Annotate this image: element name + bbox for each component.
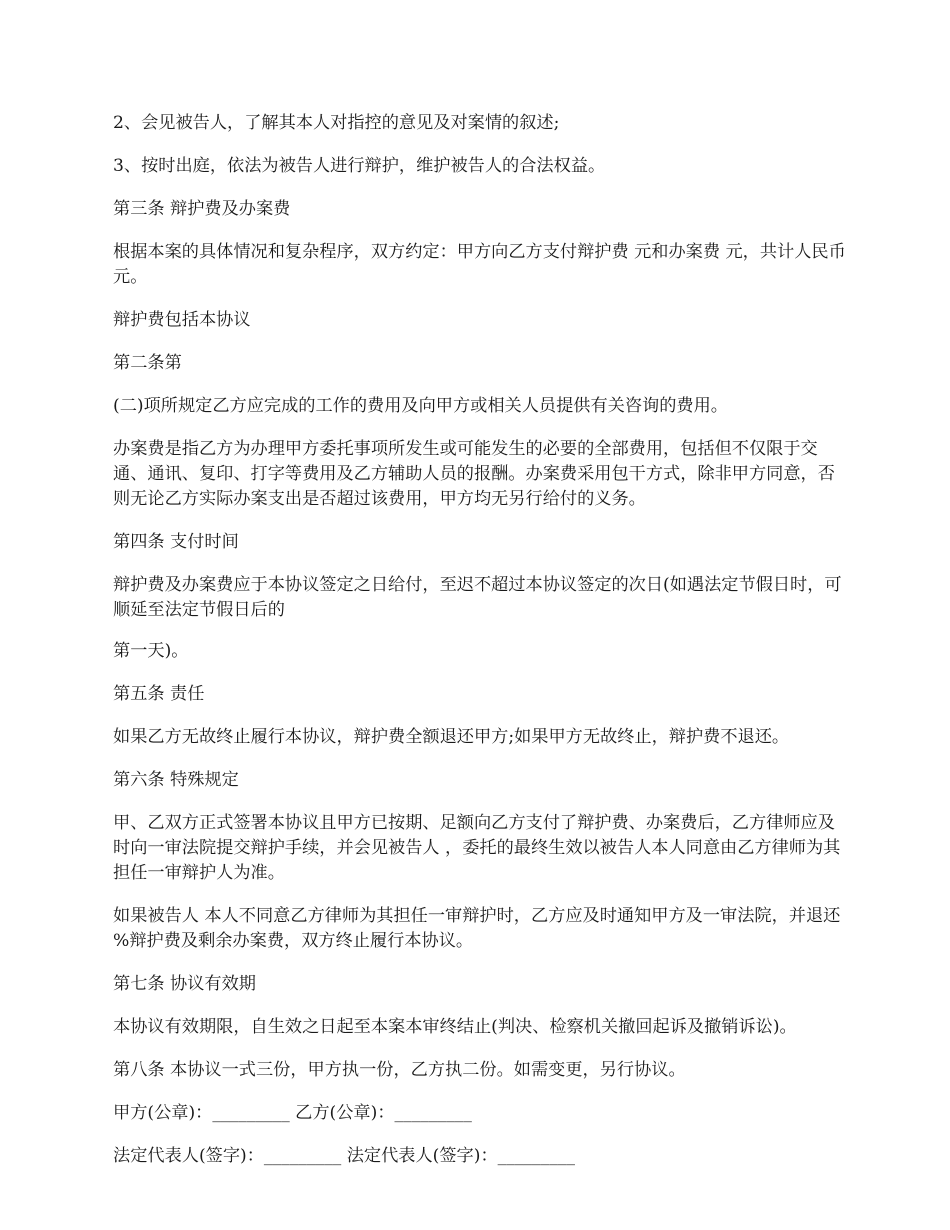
special-provision-paragraph: 甲、乙双方正式签署本协议且甲方已按期、足额向乙方支付了辩护费、办案费后，乙方律师应及时向一审法院提交辩护手续，并会见被告人 ，委托的最终生效以被告人本人同意由乙方律师为其担任一审辩护人为准。 (113, 813, 841, 883)
document-page (113, 111, 852, 1187)
case-expense-paragraph: 办案费是指乙方为办理甲方委托事项所发生或可能发生的必要的全部费用，包括但不仅限于交通、通讯、复印、打字等费用及乙方辅助人员的报酬。办案费采用包干方式，除非甲方同意，否则无论乙方实际办案支出是否超过该费用，甲方均无另行给付的义务。 (113, 439, 835, 509)
article-6-heading: 第六条 特殊规定 (113, 770, 239, 790)
article-8-paragraph: 第八条 本协议一式三份，甲方执一份，乙方执二份。如需变更，另行协议。 (113, 1060, 686, 1080)
defense-fee-scope-paragraph: 辩护费包括本协议 (113, 310, 251, 330)
representative-signature-line: 法定代表人(签字)：_________ 法定代表人(签字)：_________ (113, 1146, 575, 1166)
seal-signature-line: 甲方(公章)：_________ 乙方(公章)：_________ (113, 1103, 472, 1123)
payment-time-continuation: 第一天)。 (113, 641, 189, 661)
payment-time-paragraph: 辩护费及办案费应于本协议签定之日给付，至迟不超过本协议签定的次日(如遇法定节假日时，可顺延至法定节假日后的 (113, 575, 842, 620)
refusal-provision-paragraph: 如果被告人 本人不同意乙方律师为其担任一审辩护时，乙方应及时通知甲方及一审法院，并退还 %辩护费及剩余办案费，双方终止履行本协议。 (113, 906, 846, 951)
liability-paragraph: 如果乙方无故终止履行本协议，辩护费全额退还甲方;如果甲方无故终止，辩护费不退还。 (113, 727, 790, 747)
paragraph-item-3: 3、按时出庭，依法为被告人进行辩护，维护被告人的合法权益。 (113, 156, 606, 176)
validity-paragraph: 本协议有效期限，自生效之日起至本案本审终结止(判决、检察机关撤回起诉及撤销诉讼)。 (113, 1017, 797, 1037)
fee-agreement-paragraph: 根据本案的具体情况和复杂程序，双方约定：甲方向乙方支付辩护费 元和办案费 元，共计人民币 元。 (113, 242, 852, 287)
item-2-reference-paragraph: (二)项所规定乙方应完成的工作的费用及向甲方或相关人员提供有关咨询的费用。 (113, 396, 728, 416)
article-3-heading: 第三条 辩护费及办案费 (113, 199, 291, 219)
article-5-heading: 第五条 责任 (113, 684, 205, 704)
article-4-heading: 第四条 支付时间 (113, 532, 239, 552)
article-2-reference: 第二条第 (113, 353, 182, 373)
article-7-heading: 第七条 协议有效期 (113, 974, 256, 994)
paragraph-item-2: 2、会见被告人，了解其本人对指控的意见及对案情的叙述; (113, 113, 560, 133)
